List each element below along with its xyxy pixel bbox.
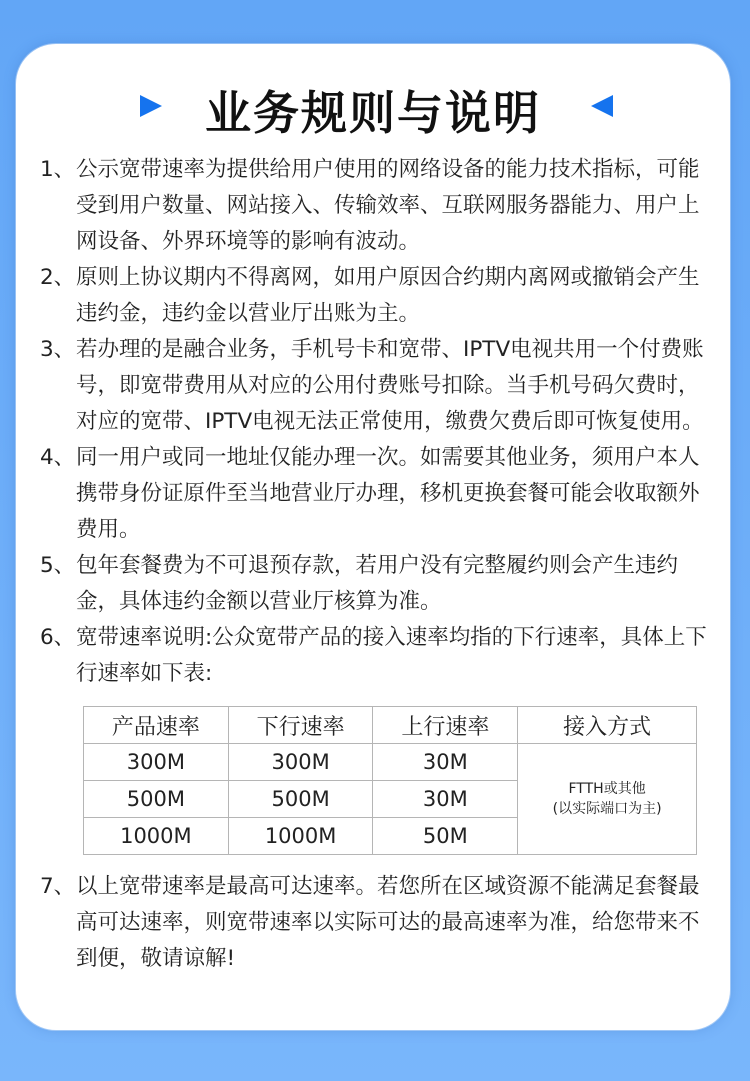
access-method-line: FTTH或其他 <box>568 781 646 797</box>
table-cell: 300M <box>84 744 229 781</box>
rule-item <box>40 869 716 977</box>
rule-text: 原则上协议期内不得离网，如用户原因合约期内离网或撤销会产生违约金，违约金以营业厅出账为主。 <box>76 265 700 326</box>
rule-text: 公示宽带速率为提供给用户使用的网络设备的能力技术指标，可能受到用户数量、网站接入、传输效率、互联网服务器能力、用户上网设备、外界环境等的影响有波动。 <box>76 157 700 254</box>
rule-number: 5、 <box>40 553 76 578</box>
rule-number: 4、 <box>40 445 76 470</box>
header-upload-speed: 上行速率 <box>373 707 518 744</box>
table-header-row <box>84 707 697 744</box>
rule-item <box>40 440 716 548</box>
table-cell: 1000M <box>84 818 229 855</box>
table-cell: 50M <box>373 818 518 855</box>
header-access-method: 接入方式 <box>518 707 697 744</box>
table-cell: 1000M <box>228 818 373 855</box>
rule-number: 2、 <box>40 265 76 290</box>
rule-text: 包年套餐费为不可退预存款，若用户没有完整履约则会产生违约金，具体违约金额以营业厅核算为准。 <box>76 553 679 614</box>
table-cell: 500M <box>228 781 373 818</box>
speed-table <box>83 706 697 855</box>
header-download-speed: 下行速率 <box>228 707 373 744</box>
rule-item <box>40 548 716 620</box>
rule-item <box>40 620 716 692</box>
title-row <box>16 78 730 148</box>
rule-item <box>40 332 716 440</box>
rules-list <box>40 152 716 977</box>
rules-card <box>16 44 730 1030</box>
table-cell: 30M <box>373 781 518 818</box>
rule-number: 6、 <box>40 625 76 650</box>
triangle-right-icon <box>140 95 162 117</box>
header-product-speed: 产品速率 <box>84 707 229 744</box>
access-method-note: (以实际端口为主) <box>552 801 662 817</box>
table-cell: 500M <box>84 781 229 818</box>
page-title: 业务规则与说明 <box>205 86 541 140</box>
table-row <box>84 744 697 781</box>
triangle-left-icon <box>591 95 613 117</box>
rule-text: 若办理的是融合业务，手机号卡和宽带、IPTV电视共用一个付费账号，即宽带费用从对应的公用付费账号扣除。当手机号码欠费时，对应的宽带、IPTV电视无法正常使用，缴费欠费后即可恢复使用。 <box>76 337 704 434</box>
table-cell: 30M <box>373 744 518 781</box>
rule-text: 同一用户或同一地址仅能办理一次。如需要其他业务，须用户本人携带身份证原件至当地营业厅办理，移机更换套餐可能会收取额外费用。 <box>76 445 700 542</box>
rule-text: 以上宽带速率是最高可达速率。若您所在区域资源不能满足套餐最高可达速率，则宽带速率以实际可达的最高速率为准，给您带来不到便，敬请谅解! <box>76 874 700 971</box>
table-cell: 300M <box>228 744 373 781</box>
rule-item <box>40 152 716 260</box>
access-method-cell <box>518 744 697 855</box>
rule-number: 7、 <box>40 874 76 899</box>
rule-item <box>40 260 716 332</box>
rule-text: 宽带速率说明:公众宽带产品的接入速率均指的下行速率，具体上下行速率如下表: <box>76 625 707 686</box>
rule-number: 3、 <box>40 337 76 362</box>
rule-number: 1、 <box>40 157 76 182</box>
